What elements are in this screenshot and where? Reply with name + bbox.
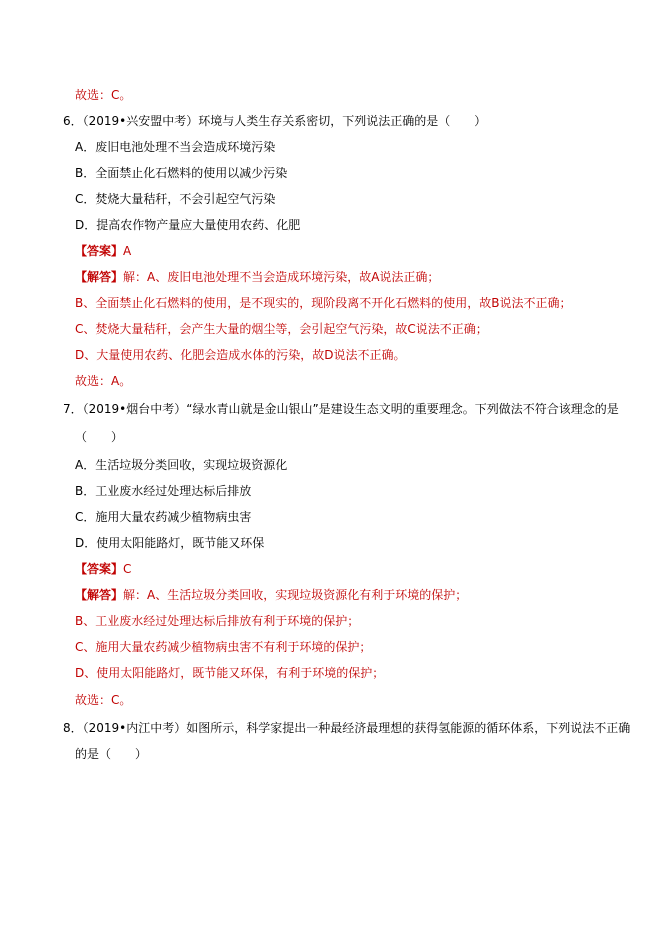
q6-option-b: B．全面禁止化石燃料的使用以减少污染 xyxy=(75,166,288,180)
q7-answer-value: C xyxy=(123,562,132,576)
q7-option-b: B．工业废水经过处理达标后排放 xyxy=(75,484,252,498)
q6-answer xyxy=(75,243,131,259)
q7-analysis-text-1: 解：A、生活垃圾分类回收，实现垃圾资源化有利于环境的保护； xyxy=(123,588,468,602)
q7-answer xyxy=(75,561,131,577)
q8-stem-line-2: 的是（ ） xyxy=(75,747,148,761)
q7-analysis-line-3: C、施用大量农药减少植物病虫害不有利于环境的保护； xyxy=(75,640,372,654)
q7-answer-tag: 【答案】 xyxy=(75,562,124,576)
q7-option-a: A．生活垃圾分类回收，实现垃圾资源化 xyxy=(75,458,288,472)
q7-analysis-line-2: B、工业废水经过处理达标后排放有利于环境的保护； xyxy=(75,614,360,628)
q7-analysis-tag: 【解答】 xyxy=(75,588,124,602)
q6-analysis-line-4: D、大量使用农药、化肥会造成水体的污染，故D说法不正确。 xyxy=(75,348,406,362)
q7-option-d: D．使用太阳能路灯，既节能又环保 xyxy=(75,536,265,550)
q7-option-c: C．施用大量农药减少植物病虫害 xyxy=(75,510,252,524)
q7-stem-line-2: （ ） xyxy=(75,430,124,444)
q7-analysis-line-4: D、使用太阳能路灯，既节能又环保，有利于环境的保护； xyxy=(75,666,385,680)
q6-option-c: C．焚烧大量秸秆，不会引起空气污染 xyxy=(75,192,276,206)
q6-analysis-text-1: 解：A、废旧电池处理不当会造成环境污染，故A说法正确； xyxy=(123,270,440,284)
q6-analysis-line-1 xyxy=(75,269,439,285)
q8-stem-line-1: 8．（2019•内江中考）如图所示，科学家提出一种最经济最理想的获得氢能源的循环体系，下列说法不正确 xyxy=(63,721,631,735)
q6-answer-value: A xyxy=(123,244,132,258)
q7-analysis-line-1 xyxy=(75,587,467,603)
q7-conclusion: 故选：C。 xyxy=(75,693,132,707)
q6-stem: 6．（2019•兴安盟中考）环境与人类生存关系密切，下列说法正确的是（ ） xyxy=(63,114,487,128)
q7-stem-line-1: 7．（2019•烟台中考）“绿水青山就是金山银山”是建设生态文明的重要理念。下列做法不符合该理念的是 xyxy=(63,402,619,416)
q6-conclusion: 故选：A。 xyxy=(75,374,132,388)
q6-analysis-line-3: C、焚烧大量秸秆，会产生大量的烟尘等，会引起空气污染，故C说法不正确； xyxy=(75,322,488,336)
q6-answer-tag: 【答案】 xyxy=(75,244,124,258)
q6-analysis-line-2: B、全面禁止化石燃料的使用，是不现实的，现阶段离不开化石燃料的使用，故B说法不正确； xyxy=(75,296,572,310)
q6-analysis-tag: 【解答】 xyxy=(75,270,124,284)
q6-option-d: D．提高农作物产量应大量使用农药、化肥 xyxy=(75,218,301,232)
q6-option-a: A．废旧电池处理不当会造成环境污染 xyxy=(75,140,276,154)
prev-conclusion: 故选：C。 xyxy=(75,88,132,102)
